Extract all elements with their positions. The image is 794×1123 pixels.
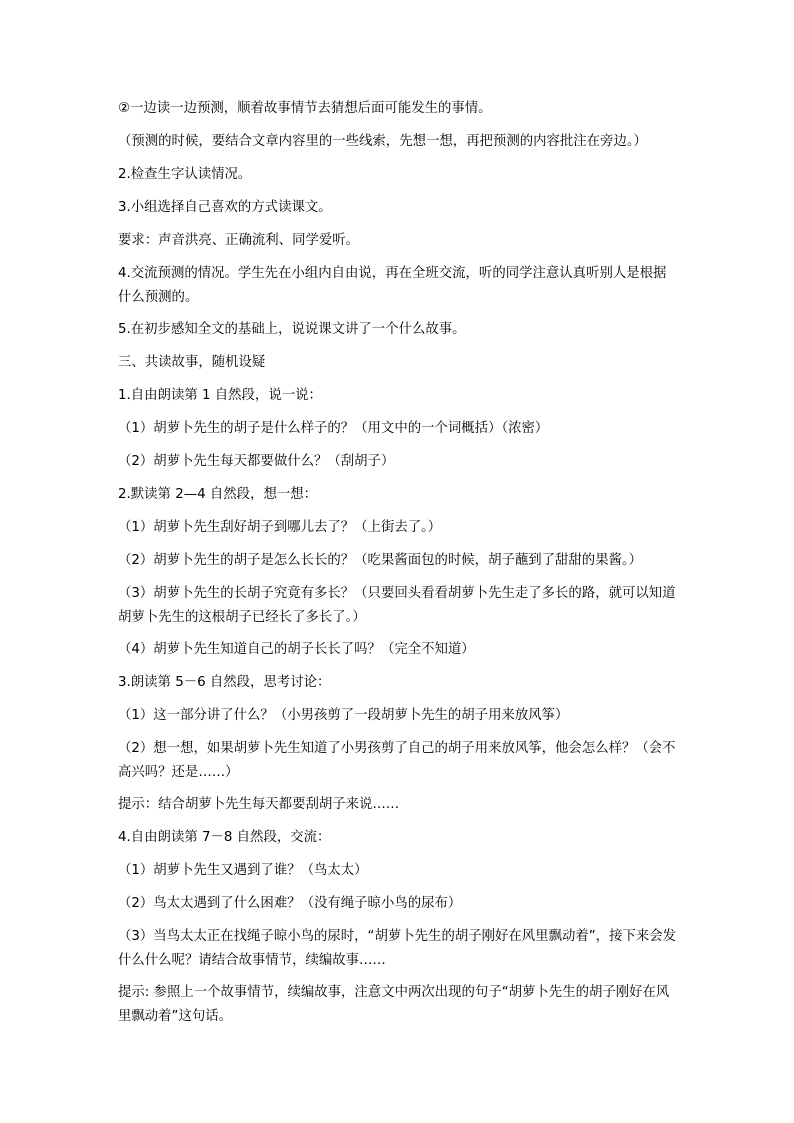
question-knew-grew: （4）胡萝卜先生知道自己的胡子长长了吗？（完全不知道）: [118, 642, 475, 657]
question-daily-task: （2）胡萝卜先生每天都要做什么？（刮胡子）: [118, 454, 395, 469]
question-how-long: （3）胡萝卜先生的长胡子究竟有多长？（只要回头看看胡萝卜先生走了多长的路，就可以知道胡萝卜先生的这根胡子已经长了多长了。）: [118, 586, 676, 625]
paragraph-read-section-1: 1.自由朗读第 1 自然段，说一说：: [118, 388, 322, 403]
paragraph-story-summary: 5.在初步感知全文的基础上，说说课文讲了一个什么故事。: [118, 322, 466, 337]
paragraph-hint-2: 提示: 参照上一个故事情节，续编故事，注意文中两次出现的句子“胡萝卜先生的胡子刚好在风里飘动着”这句话。: [118, 985, 670, 1024]
question-difficulty: （2）鸟太太遇到了什么困难？（没有绳子晾小鸟的尿布）: [118, 896, 462, 911]
paragraph-read-section-2-4: 2.默读第 2—4 自然段，想一想：: [118, 487, 318, 502]
question-what-next: （3）当鸟太太正在找绳子晾小鸟的尿时，“胡萝卜先生的胡子刚好在风里飘动着”，接下来会发什么什么呢？请结合故事情节，续编故事……: [118, 929, 677, 968]
paragraph-requirements: 要求：声音洪亮、正确流利、同学爱听。: [118, 233, 360, 248]
paragraph-read-section-5-6: 3.朗读第 5－6 自然段，思考讨论：: [118, 675, 331, 690]
question-where-went: （1）胡萝卜先生刮好胡子到哪儿去了？（上街去了。）: [118, 520, 442, 535]
paragraph-read-section-7-8: 4.自由朗读第 7－8 自然段，交流：: [118, 830, 331, 845]
question-beard-look: （1）胡萝卜先生的胡子是什么样子的？（用文中的一个词概括）（浓密）: [118, 421, 549, 436]
paragraph-prediction-note: （预测的时候，要结合文章内容里的一些线索，先想一想，再把预测的内容批注在旁边。）: [118, 134, 647, 149]
question-part-about: （1）这一部分讲了什么？（小男孩剪了一段胡萝卜先生的胡子用来放风筝）: [118, 708, 569, 723]
question-who-met: （1）胡萝卜先生又遇到了谁？（鸟太太）: [118, 863, 368, 878]
paragraph-hint-1: 提示：结合胡萝卜先生每天都要刮胡子来说……: [118, 797, 400, 812]
question-what-if: （2）想一想，如果胡萝卜先生知道了小男孩剪了自己的胡子用来放风筝，他会怎么样？（会不高兴吗？还是……）: [118, 741, 676, 780]
section-heading-3: 三、共读故事，随机设疑: [118, 355, 266, 370]
paragraph-group-reading: 3.小组选择自己喜欢的方式读课文。: [118, 200, 332, 215]
paragraph-exchange-predictions: 4.交流预测的情况。学生先在小组内自由说，再在全班交流，听的同学注意认真听别人是根据什么预测的。: [118, 266, 667, 305]
paragraph-prediction-step: ②一边读一边预测，顺着故事情节去猜想后面可能发生的事情。: [118, 101, 492, 116]
question-how-grew: （2）胡萝卜先生的胡子是怎么长长的？（吃果酱面包的时候，胡子蘸到了甜甜的果酱。）: [118, 553, 643, 568]
paragraph-check-characters: 2.检查生字认读情况。: [118, 167, 252, 182]
